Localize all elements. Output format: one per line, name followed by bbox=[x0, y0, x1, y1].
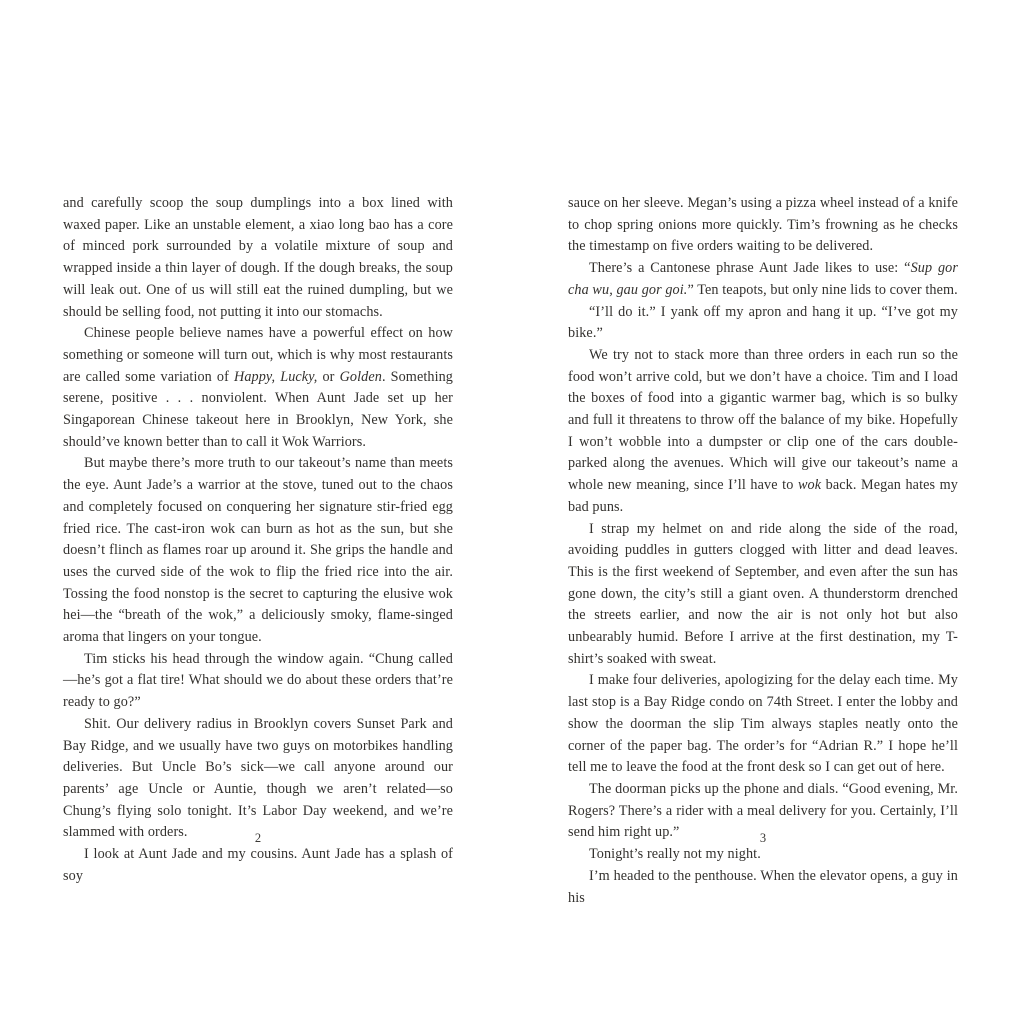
italic-text-run: Sup gor cha wu, gau gor goi. bbox=[568, 260, 958, 298]
italic-text-run: Happy, Lucky, bbox=[233, 368, 318, 385]
page-text bbox=[63, 193, 453, 888]
text-run: There’s a Cantonese phrase Aunt Jade likes to use: “ bbox=[589, 260, 911, 277]
text-run: I strap my helmet on and ride along the side of the road, avoiding puddles in gutters clogged with litter and dead leaves. This is the first weekend of September, and even after the sun has gone down, the city’s still a giant oven. A thunderstorm drenched the streets earlier, and now the air is not only hot but also unbearably humid. Before I arrive at the first destination, my T-shirt’s soaked with sweat. bbox=[568, 520, 958, 667]
text-run: and carefully scoop the soup dumplings into a box lined with waxed paper. Like an unstable element, a xiao long bao has a core of minced pork surrounded by a volatile mixture of soup and wrapped inside a thin layer of dough. If the dough breaks, the soup will leak out. One of us will still eat the ruined dumpling, but we should be selling food, not putting it into our stomachs. bbox=[63, 195, 453, 320]
paragraph bbox=[568, 519, 958, 671]
paragraph bbox=[568, 844, 958, 866]
paragraph bbox=[568, 258, 958, 301]
italic-text-run: Golden bbox=[339, 368, 382, 385]
paragraph bbox=[63, 714, 453, 844]
paragraph bbox=[63, 193, 453, 323]
text-run: “I’ll do it.” I yank off my apron and hang it up. “I’ve got my bike.” bbox=[568, 303, 958, 342]
paragraph bbox=[568, 866, 958, 909]
text-run: I look at Aunt Jade and my cousins. Aunt Jade has a splash of soy bbox=[63, 846, 453, 884]
page-number: 2 bbox=[254, 831, 262, 845]
paragraph bbox=[568, 302, 958, 345]
italic-text-run: wok bbox=[797, 477, 822, 494]
text-run: I make four deliveries, apologizing for the delay each time. My last stop is a Bay Ridge condo on 74th Street. I enter the lobby and show the doorman the slip Tim always staples neatly onto the corner of the paper bag. The order’s for “Adrian R.” I hope he’ll tell me to leave the food at the front desk so I can get out of here. bbox=[568, 672, 958, 776]
text-run: We try not to stack more than three orders in each run so the food won’t arrive cold, but we don’t have a choice. Tim and I load the boxes of food into a gigantic warmer bag, which is so bulky and full it threatens to throw off the balance of my bike. Hopefully I won’t wobble into a dumpster or clip one of the cars double-parked along the avenues. Which will give our takeout’s name a whole new meaning, since I’ll have to bbox=[568, 346, 958, 494]
text-run: Tonight’s really not my night. bbox=[589, 846, 761, 863]
paragraph bbox=[568, 345, 958, 519]
paragraph bbox=[63, 453, 453, 648]
text-run: ” Ten teapots, but only nine lids to cover them. bbox=[687, 281, 958, 298]
text-run: I’m headed to the penthouse. When the elevator opens, a guy in his bbox=[568, 867, 958, 906]
text-run: But maybe there’s more truth to our takeout’s name than meets the eye. Aunt Jade’s a warrior at the stove, tuned out to the chaos and completely focused on conquering her signature stir-fried egg fried rice. The cast-iron wok can burn as hot as the sun, but she doesn’t flinch as flames roar up around it. She grips the handle and uses the curved side of the wok to flip the fried rice into the air. Tossing the food nonstop is the secret to capturing the elusive wok hei—the “breath of the wok,” a deliciously smoky, flame-singed aroma that lingers on your tongue. bbox=[63, 455, 453, 646]
paragraph bbox=[63, 323, 453, 453]
paragraph bbox=[63, 649, 453, 714]
text-run: . Something serene, positive . . . nonviolent. When Aunt Jade set up her Singaporean Chinese takeout here in Brooklyn, New York, she should’ve known better than to call it Wok Warriors. bbox=[63, 368, 454, 450]
text-run: Shit. Our delivery radius in Brooklyn covers Sunset Park and Bay Ridge, and we usually have two guys on motorbikes handling deliveries. But Uncle Bo’s sick—we call anyone around our parents’ age Uncle or Auntie, though we aren’t related—so Chung’s flying solo tonight. It’s Labor Day weekend, and we’re slammed with orders. bbox=[63, 715, 453, 841]
paragraph bbox=[568, 670, 958, 779]
text-run: back. Megan hates my bad puns. bbox=[568, 477, 959, 515]
page-text bbox=[568, 193, 958, 909]
paragraph bbox=[63, 844, 453, 887]
text-run: or bbox=[317, 368, 340, 385]
page-number: 3 bbox=[759, 831, 767, 845]
paragraph bbox=[568, 193, 958, 258]
text-run: Tim sticks his head through the window again. “Chung called—he’s got a flat tire! What should we do about these orders that’re ready to go?” bbox=[63, 650, 453, 711]
text-run: The doorman picks up the phone and dials. “Good evening, Mr. Rogers? There’s a rider with a meal delivery for you. Certainly, I’ll send him right up.” bbox=[568, 780, 958, 841]
text-run: sauce on her sleeve. Megan’s using a pizza wheel instead of a knife to chop spring onions more quickly. Tim’s frowning as he checks the timestamp on five orders waiting to be delivered. bbox=[568, 195, 958, 255]
text-run: Chinese people believe names have a powerful effect on how something or someone will turn out, which is why most restaurants are called some variation of bbox=[63, 325, 453, 385]
page-right bbox=[512, 0, 1024, 1024]
